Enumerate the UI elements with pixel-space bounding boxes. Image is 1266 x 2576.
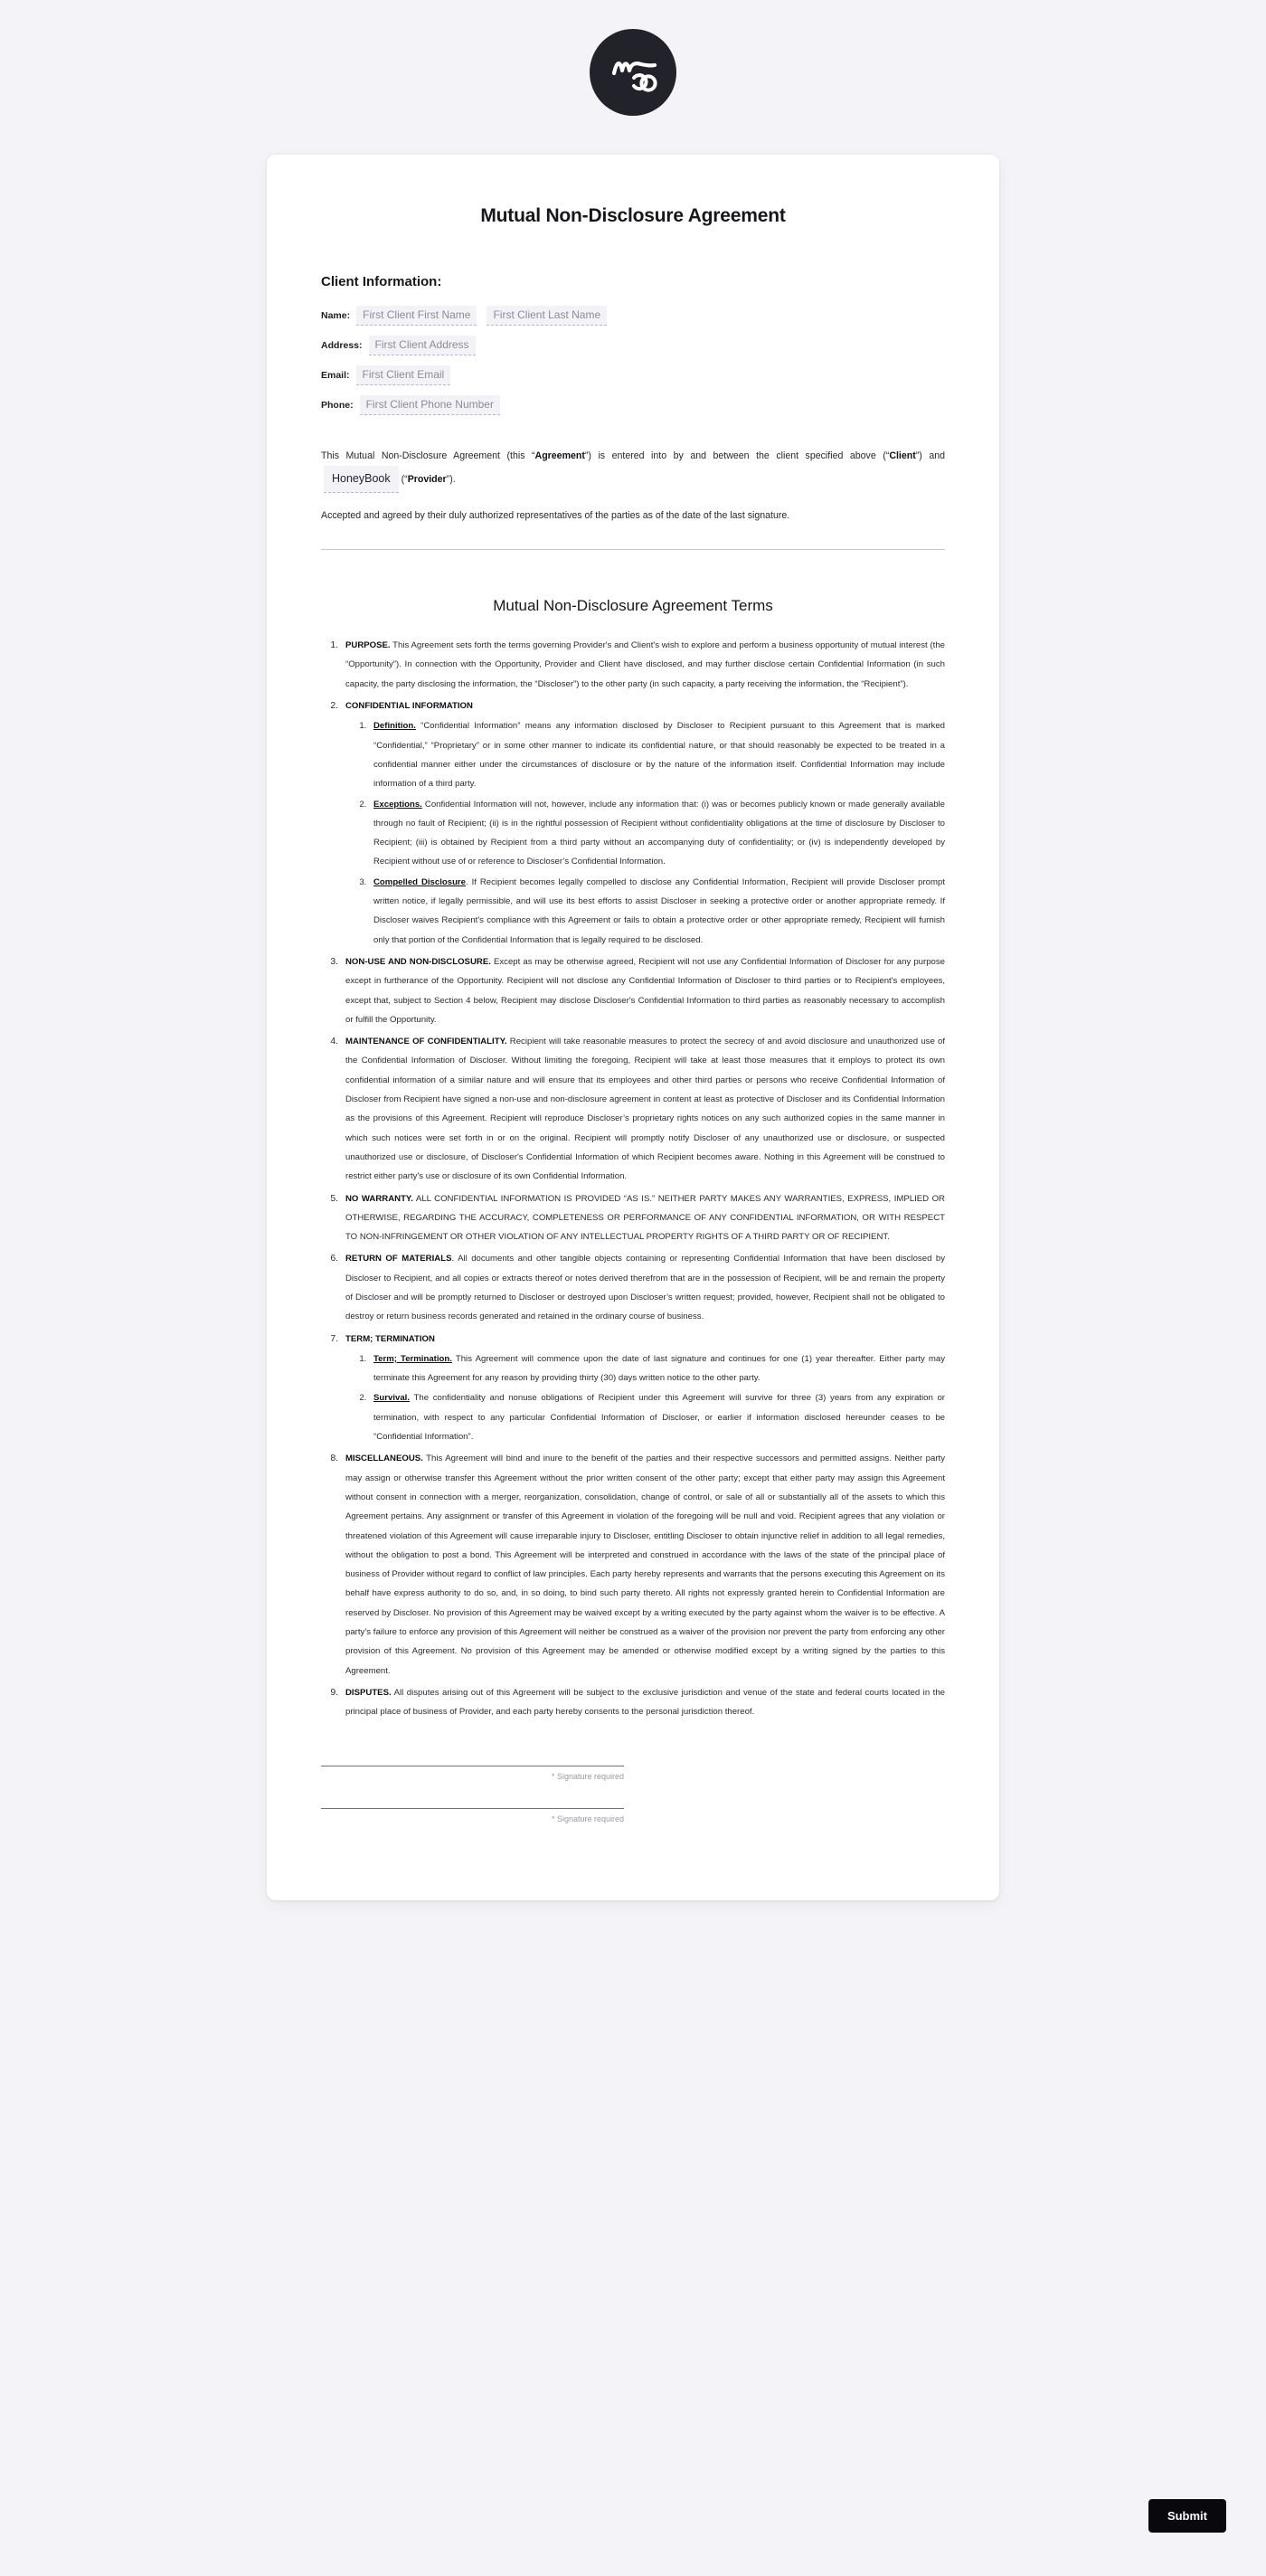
term-lead: MISCELLANEOUS. [345, 1454, 423, 1464]
signature-required-note: * Signature required [551, 1771, 624, 1781]
email-input[interactable]: First Client Email [356, 365, 451, 385]
term-lead: TERM; TERMINATION [345, 1333, 435, 1344]
term-text: ALL CONFIDENTIAL INFORMATION IS PROVIDED “AS IS.” NEITHER PARTY MAKES ANY WARRANTIES, EXPRESS, IMPLIED OR OTHERWISE, REGARDING THE ACCURACY, COMPLETENESS OR PERFORMANCE OF ANY CONFIDENTIAL INFORMATION, OR WITH RESPECT TO NON-INFRINGEMENT OR OTHER VIOLATION OF ANY INTELLECTUAL PROPERTY RIGHTS OF A THIRD PARTY OR OF RECIPIENT. [345, 1193, 945, 1243]
term-item [341, 696, 945, 950]
term-subitem [369, 1388, 945, 1446]
intro-bold-agreement: Agreement [534, 450, 585, 461]
term-subitem [369, 716, 945, 793]
term-item [341, 1329, 945, 1447]
page-title: Mutual Non-Disclosure Agreement [480, 205, 786, 226]
term-subitem-lead: Exceptions. [373, 799, 422, 810]
intro-text-5: ”). [446, 474, 456, 486]
term-lead: NO WARRANTY. [345, 1193, 413, 1204]
phone-label: Phone: [321, 400, 354, 411]
signature-block [321, 1766, 945, 1823]
intro-bold-client: Client [889, 450, 916, 461]
term-subitem-list [345, 1350, 945, 1446]
last-name-input[interactable]: First Client Last Name [487, 306, 607, 326]
terms-title: Mutual Non-Disclosure Agreement Terms [493, 597, 773, 615]
agreement-document-card [267, 155, 999, 1900]
term-subitem-text: Confidential Information will not, however, include any information that: (i) was or becomes publicly known or made generally available through no fault of Recipient; (ii) is in the rightful possession of Recipient without confidentiality obligations at the time of disclosure by Discloser to Recipient; (iii) is obtained by Recipient from a third party without an accompanying duty of confidentiality; or (iv) is independently developed by Recipient without use of or reference to Discloser’s Confidential Information. [373, 799, 945, 867]
term-text: . All documents and other tangible objects containing or representing Confidential Information that have been disclosed by Discloser to Recipient, and all copies or extracts thereof or notes derived therefrom that are in the possession of Recipient, will be and remain the property of Discloser and will be promptly returned to Discloser or destroyed upon Discloser’s written request; provided, however, Recipient shall not be obligated to destroy or return business records generated and retained in the ordinary course of business. [345, 1254, 945, 1322]
term-subitem-lead: Definition. [373, 721, 416, 732]
name-field-row [321, 306, 945, 326]
first-name-input[interactable]: First Client First Name [356, 306, 477, 326]
term-text: Recipient will take reasonable measures to protect the secrecy of and avoid disclosure and unauthorized use of the Confidential Information of Discloser. Without limiting the foregoing, Recipient will take at least those measures that it employs to protect its own confidential information of a similar nature and will ensure that its employees and other third parties or persons who receive Confidential Information of Discloser from Recipient have signed a non-use and non-disclosure agreement in content at least as protective of Discloser and its Confidential Information as the provisions of this Agreement. Recipient will reproduce Discloser’s proprietary rights notices on any such authorized copies in the same manner in which such notices were set forth in or on the original. Recipient will promptly notify Discloser of any unauthorized use or disclosure, or suspected unauthorized use or disclosure, of Discloser's Confidential Information of which Recipient becomes aware. Nothing in this Agreement will be construed to restrict either party's use or disclosure of its own Confidential Information. [345, 1037, 945, 1182]
section-divider [321, 549, 945, 550]
client-information-heading: Client Information: [321, 274, 442, 289]
term-subitem-lead: Survival. [373, 1393, 410, 1404]
intro-text-3: ”) and [915, 450, 945, 461]
term-lead: RETURN OF MATERIALS [345, 1254, 452, 1264]
term-lead: MAINTENANCE OF CONFIDENTIALITY. [345, 1037, 507, 1047]
term-subitem-text: The confidentiality and nonuse obligations of Recipient under this Agreement will survive for three (3) years from any expiration or termination, with respect to any particular Confidential Information of Discloser, or earlier if information disclosed hereunder ceases to be “Confidential Information”. [373, 1393, 945, 1443]
signature-item[interactable] [321, 1808, 945, 1823]
term-subitem-text: . If Recipient becomes legally compelled to disclose any Confidential Information, Recipient will provide Discloser prompt written notice, if legally permissible, and will use its best efforts to assist Discloser in seeking a protective order or another appropriate remedy. If Discloser waives Recipient's compliance with this Agreement or fails to obtain a protective order or other appropriate remedy, Recipient will furnish only that portion of the Confidential Information that is legally required to be disclosed. [373, 876, 946, 945]
term-subitem-list [345, 716, 945, 950]
agreement-intro-paragraph [321, 447, 945, 493]
intro-text-4: (“ [401, 474, 408, 486]
submit-bar [1148, 2499, 1226, 2533]
term-text: This Agreement sets forth the terms governing Provider's and Client's wish to explore and perform a business opportunity of mutual interest (the “Opportunity”). In connection with the Opportunity, Provider and Client have disclosed, and may further disclose certain Confidential Information (in such capacity, the party disclosing the information, the “Discloser”) to the other party (in such capacity, a party receiving the information, the “Recipient”). [345, 640, 945, 689]
signature-item[interactable] [321, 1766, 945, 1781]
term-subitem-text: This Agreement will commence upon the date of last signature and continues for one (1) year thereafter. Either party may terminate this Agreement for any reason by providing thirty (30) days written notice to the other party. [373, 1353, 945, 1384]
mco-monogram-logo-icon [590, 29, 676, 116]
address-field-row [321, 336, 945, 355]
intro-bold-provider: Provider [407, 474, 447, 486]
term-lead: NON-USE AND NON-DISCLOSURE. [345, 956, 491, 967]
term-subitem-lead: Compelled Disclosure [373, 876, 467, 887]
address-label: Address: [321, 340, 363, 351]
address-input[interactable]: First Client Address [369, 336, 476, 355]
term-subitem-lead: Term; Termination. [373, 1353, 452, 1364]
term-subitem-text: “Confidential Information” means any information disclosed by Discloser to Recipient pursuant to this Agreement that is marked “Confidential,” “Proprietary” or in some other manner to indicate its confidential nature, or that should reasonably be expected to be treated in a confidential manner either under the circumstances of disclosure or by the nature of the information itself. Confidential Information may include information of a third party. [373, 721, 945, 790]
term-item [341, 1248, 945, 1326]
email-field-row [321, 365, 945, 385]
submit-button[interactable]: Submit [1148, 2499, 1226, 2533]
email-label: Email: [321, 370, 350, 381]
name-label: Name: [321, 310, 351, 321]
term-item [341, 1448, 945, 1681]
term-lead: DISPUTES. [345, 1687, 392, 1698]
term-subitem [369, 1350, 945, 1388]
phone-field-row [321, 395, 945, 415]
term-subitem [369, 795, 945, 872]
provider-name-input[interactable]: HoneyBook [324, 466, 399, 493]
term-text: All disputes arising out of this Agreement will be subject to the exclusive jurisdiction and venue of the state and federal courts located in the principal place of business of Provider, and each party hereby consents to the personal jurisdiction thereof. [345, 1687, 945, 1718]
terms-list [321, 635, 945, 1721]
term-item [341, 1189, 945, 1247]
term-item [341, 1031, 945, 1186]
intro-text-2: ”) is entered into by and between the client specified above (“ [584, 450, 890, 461]
term-item [341, 952, 945, 1029]
accepted-agreed-text: Accepted and agreed by their duly authorized representatives of the parties as of the date of the last signature. [321, 510, 790, 522]
term-text: Except as may be otherwise agreed, Recipient will not use any Confidential Information of Discloser for any purpose except in furtherance of the Opportunity. Recipient will not disclose any Confidential Information of Discloser to third parties or to Recipient's employees, except that, subject to Section 4 below, Recipient may disclose Discloser's Confidential Information to third parties as reasonably necessary to accomplish or fulfill the Opportunity. [345, 956, 945, 1025]
term-text: This Agreement will bind and inure to the benefit of the parties and their respective successors and permitted assigns. Neither party may assign or otherwise transfer this Agreement without the prior written consent of the other party; except that either party may assign this Agreement without consent in connection with a merger, reorganization, consolidation, change of control, or sale of all or substantially all of the assets to which this Agreement pertains. Any assignment or transfer of this Agreement in violation of the foregoing will be null and void. Recipient agrees that any violation or threatened violation of this Agreement will cause irreparable injury to Discloser, entitling Discloser to obtain injunctive relief in addition to all legal remedies, without the obligation to post a bond. This Agreement will be interpreted and construed in accordance with the laws of the state of the principal place of business of Provider without regard to conflict of law principles. Each party hereby represents and warrants that the persons executing this Agreement on its behalf have express authority to do so, and, in so doing, to bind such party thereto. All rights not expressly granted herein to Confidential Information are reserved by Discloser. No provision of this Agreement may be waived except by a writing executed by the party against whom the waiver is to be effective. A party’s failure to enforce any provision of this Agreement will neither be construed as a waiver of the provision nor prevent the party from enforcing any other provision of this Agreement. No provision of this Agreement may be amended or otherwise modified except by a writing signed by the parties to this Agreement. [345, 1454, 945, 1676]
term-item [341, 1682, 945, 1722]
brand-logo-area [0, 0, 1266, 116]
term-lead: PURPOSE. [345, 640, 391, 651]
phone-input[interactable]: First Client Phone Number [360, 395, 500, 415]
term-item [341, 635, 945, 694]
term-subitem [369, 873, 945, 950]
intro-text-1: This Mutual Non-Disclosure Agreement (this “ [321, 450, 535, 461]
term-lead: CONFIDENTIAL INFORMATION [345, 701, 473, 712]
signature-required-note: * Signature required [551, 1814, 624, 1823]
